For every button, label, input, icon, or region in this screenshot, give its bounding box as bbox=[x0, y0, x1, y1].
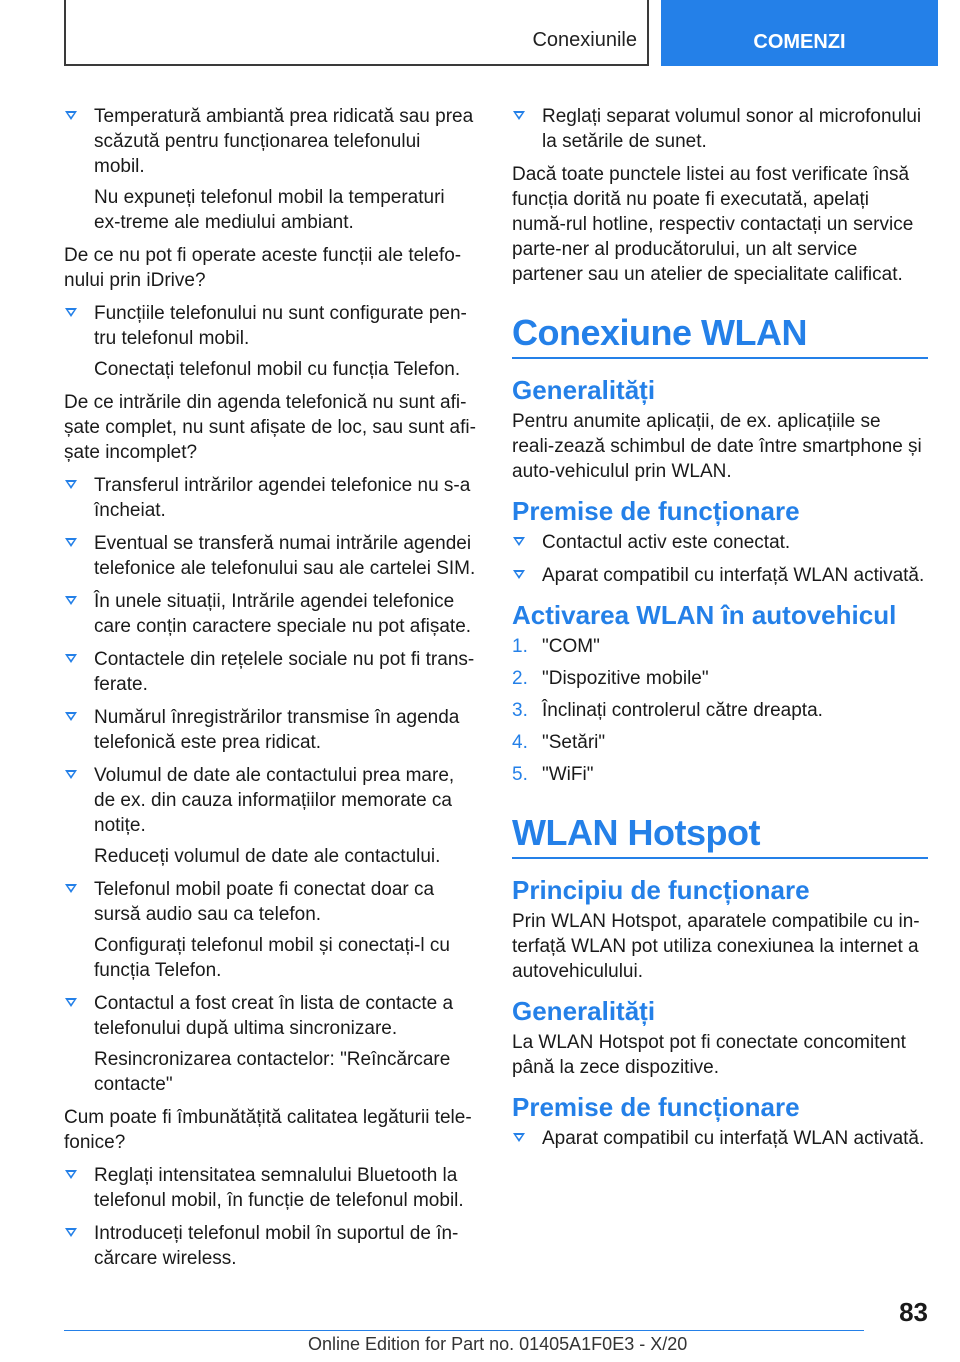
subheading-general: Generalități bbox=[512, 375, 656, 405]
steps-list bbox=[512, 634, 928, 787]
triangle-bullet-icon bbox=[65, 538, 77, 547]
header-section-title: Conexiunile bbox=[532, 29, 637, 51]
triangle-bullet-icon bbox=[65, 308, 77, 317]
question: Cum poate fi îmbunătățită calitatea legăturii tele‐fonice? bbox=[64, 1107, 472, 1153]
list-item: Volumul de date ale contactului prea mare, de ex. din cauza informațiilor memorate ca notițe. bbox=[64, 763, 476, 838]
footer-edition: Online Edition for Part no. 01405A1F0E3 - X/20 bbox=[308, 1334, 688, 1354]
triangle-bullet-icon bbox=[513, 111, 525, 120]
triangle-bullet-icon bbox=[65, 480, 77, 489]
step-item: 3. Înclinați controlerul către dreapta. bbox=[512, 700, 823, 721]
step-item: 1. "COM" bbox=[512, 636, 600, 657]
list-item-remedy: Nu expuneți telefonul mobil la temperaturi ex‐treme ale mediului ambiant. bbox=[94, 187, 445, 233]
paragraph: Prin WLAN Hotspot, aparatele compatibile cu in‐terfață WLAN pot utiliza conexiunea la internet a autovehiculului. bbox=[512, 911, 920, 982]
list-item: Eventual se transferă numai intrările agendei telefonice ale telefonului sau ale cartelei SIM. bbox=[64, 531, 476, 581]
triangle-bullet-icon bbox=[65, 712, 77, 721]
triangle-bullet-icon bbox=[65, 111, 77, 120]
triangle-bullet-icon bbox=[65, 998, 77, 1007]
header-section-box bbox=[64, 0, 649, 66]
list-item: Reglați intensitatea semnalului Bluetooth la telefonul mobil, în funcție de telefonul mobil. bbox=[64, 1163, 476, 1213]
triangle-bullet-icon bbox=[65, 1170, 77, 1179]
triangle-bullet-icon bbox=[65, 596, 77, 605]
header-chapter-tab[interactable]: COMENZI bbox=[661, 0, 938, 66]
list-item: Contactul a fost creat în lista de contacte a telefonului după ultima sincronizare. bbox=[64, 991, 476, 1041]
list-item-remedy: Conectați telefonul mobil cu funcția Telefon. bbox=[94, 359, 461, 380]
step-item: 4. "Setări" bbox=[512, 732, 606, 753]
footer-divider bbox=[64, 1330, 864, 1331]
step-item: 5. "WiFi" bbox=[512, 764, 594, 785]
section-heading-wlan: Conexiune WLAN bbox=[512, 313, 928, 359]
paragraph: Pentru anumite aplicații, de ex. aplicațiile se reali‐zează schimbul de date între smartphone și auto‐vehiculul prin WLAN. bbox=[512, 411, 922, 482]
list-item: Funcțiile telefonului nu sunt configurate pen‐tru telefonul mobil. bbox=[64, 301, 476, 351]
list-item: Reglați separat volumul sonor al microfonului la setările de sunet. bbox=[512, 104, 928, 154]
list-item: Transferul intrărilor agendei telefonice nu s-a încheiat. bbox=[64, 473, 476, 523]
question: De ce intrările din agenda telefonică nu sunt afi‐șate complet, nu sunt afișate de loc, sau sunt afi‐șate incomplet? bbox=[64, 392, 476, 463]
triangle-bullet-icon bbox=[65, 770, 77, 779]
list-item: În unele situații, Intrările agendei telefonice care conțin caractere speciale nu pot afișate. bbox=[64, 589, 476, 639]
list-item-remedy: Configurați telefonul mobil și conectați-l cu funcția Telefon. bbox=[94, 935, 450, 981]
subheading-principle: Principiu de funcționare bbox=[512, 875, 810, 905]
triangle-bullet-icon bbox=[65, 1228, 77, 1237]
triangle-bullet-icon bbox=[513, 570, 525, 579]
step-item: 2. "Dispozitive mobile" bbox=[512, 668, 709, 689]
paragraph: Dacă toate punctele listei au fost verificate însă funcția dorită nu poate fi executată, apelați numă‐rul hotline, respectiv contactați un service parte‐ner al producătorului, un alt service partener sau un atelier de specialitate calificat. bbox=[512, 164, 914, 285]
list-item: Contactul activ este conectat. bbox=[512, 530, 928, 555]
section-heading-hotspot: WLAN Hotspot bbox=[512, 813, 928, 859]
subheading-activation: Activarea WLAN în autovehicul bbox=[512, 600, 897, 630]
triangle-bullet-icon bbox=[513, 537, 525, 546]
subheading-general-2: Generalități bbox=[512, 996, 656, 1026]
triangle-bullet-icon bbox=[513, 1133, 525, 1142]
list-item-remedy: Reduceți volumul de date ale contactului. bbox=[94, 846, 441, 867]
subheading-premise: Premise de funcționare bbox=[512, 496, 800, 526]
triangle-bullet-icon bbox=[65, 654, 77, 663]
list-item: Aparat compatibil cu interfață WLAN activată. bbox=[512, 563, 928, 588]
paragraph: La WLAN Hotspot pot fi conectate concomitent până la zece dispozitive. bbox=[512, 1032, 906, 1078]
list-item: Introduceți telefonul mobil în suportul de în‐cărcare wireless. bbox=[64, 1221, 476, 1271]
list-item: Aparat compatibil cu interfață WLAN activată. bbox=[512, 1126, 928, 1151]
list-item-remedy: Resincronizarea contactelor: "Reîncărcare contacte" bbox=[94, 1049, 451, 1095]
question: De ce nu pot fi operate aceste funcții ale telefo‐nului prin iDrive? bbox=[64, 245, 462, 291]
page-number: 83 bbox=[899, 1297, 928, 1327]
list-item: Telefonul mobil poate fi conectat doar ca sursă audio sau ca telefon. bbox=[64, 877, 476, 927]
right-column bbox=[512, 104, 928, 1159]
triangle-bullet-icon bbox=[65, 884, 77, 893]
list-item: Contactele din rețelele sociale nu pot fi trans‐ferate. bbox=[64, 647, 476, 697]
list-item: Temperatură ambiantă prea ridicată sau prea scăzută pentru funcționarea telefonului mobil. bbox=[64, 104, 476, 179]
list-item: Numărul înregistrărilor transmise în agenda telefonică este prea ridicat. bbox=[64, 705, 476, 755]
subheading-premise-2: Premise de funcționare bbox=[512, 1092, 800, 1122]
left-column bbox=[64, 104, 476, 1279]
